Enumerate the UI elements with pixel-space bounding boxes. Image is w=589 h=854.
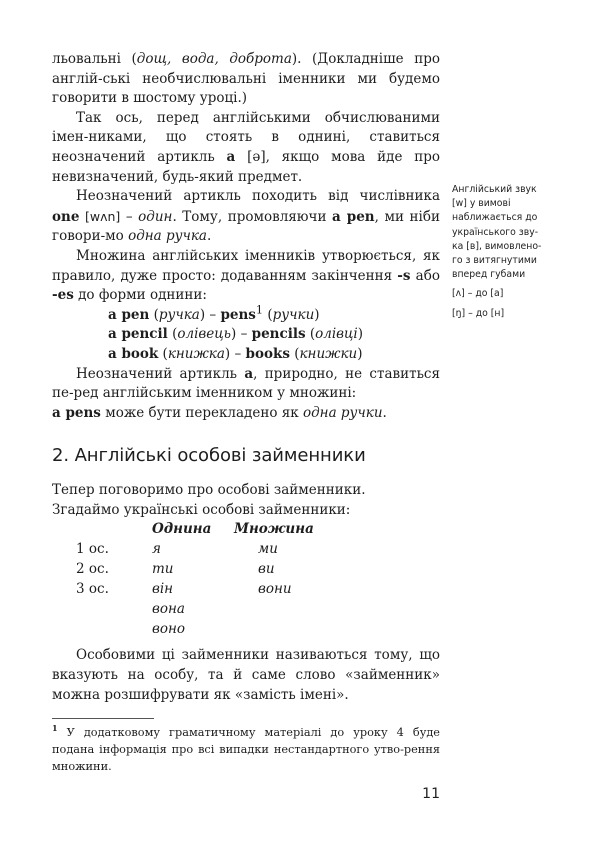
word-bold: one — [52, 208, 80, 225]
text: Неозначений артикль — [76, 365, 245, 382]
table-row — [52, 540, 440, 560]
footnote-mark: 1 — [52, 723, 58, 734]
paragraph-no-article-plural — [52, 365, 440, 404]
example-ua-plural: ручки — [272, 306, 315, 323]
cell-person: 3 ос. — [76, 581, 109, 598]
article-bold: a — [226, 148, 236, 165]
footnote — [52, 724, 440, 776]
example-plural: pens — [220, 306, 256, 323]
cell-singular: воно — [152, 621, 186, 638]
text: [ə], якщо мова йде про невизначений, будь-який предмет. — [52, 148, 440, 185]
translation-italic: одна ручка — [128, 228, 207, 245]
main-text-column — [52, 50, 440, 705]
cell-person: 1 ос. — [76, 541, 109, 558]
footnote-ref: 1 — [255, 303, 264, 317]
word-bold: a pen — [332, 208, 375, 225]
margin-note-text: [ʌ] – до [а] — [452, 288, 504, 300]
cell-plural: вони — [258, 581, 292, 598]
text: льовальні ( — [52, 51, 137, 67]
ending-bold: -es — [52, 287, 74, 304]
example-ua: ручка — [158, 306, 200, 323]
paragraph-numeral-one — [52, 187, 440, 247]
text: . Тому, промовляючи — [172, 208, 333, 225]
text: , природно, не ставиться пе-ред англійським іменником у множині: — [52, 365, 440, 402]
ending-bold: -s — [397, 267, 411, 284]
example-en: a pen — [108, 306, 150, 323]
cell-singular: я — [152, 541, 161, 558]
section-intro-line: Тепер поговоримо про особові займенники. — [52, 482, 366, 499]
text: може бути перекладено як — [100, 404, 303, 421]
translation-italic: один — [138, 208, 173, 225]
cell-plural: ви — [258, 561, 275, 578]
table-row — [52, 620, 440, 640]
transcription: [wʌn] — [84, 208, 121, 224]
section-intro-line: Згадаймо українські особові займенники: — [52, 501, 351, 518]
paragraph-uncountable — [52, 50, 440, 109]
word-bold: a pens — [52, 404, 101, 421]
margin-note-text: Англійський звук [w] у вимові наближається до українського зву-ка [в], вимовлено-го з витягнутими вперед губами — [452, 184, 542, 281]
example-plural: books — [245, 345, 290, 362]
paragraph-wrong-example — [52, 404, 440, 424]
margin-note — [452, 183, 548, 326]
text: – — [120, 208, 139, 225]
pronoun-table — [52, 520, 440, 640]
header-plural: Множина — [234, 521, 314, 538]
example-line: a pen (ручка) – pens$^1$ (ручки) — [108, 303, 320, 323]
text: до форми однини: — [73, 287, 207, 304]
footnote-divider — [52, 718, 154, 719]
text: Множина англійських іменників утворюється, як правило, дуже просто: додаванням закінчення — [52, 247, 440, 284]
cell-singular: ти — [152, 561, 174, 578]
paragraph-indefinite-article — [52, 109, 440, 187]
example-line: a book (книжка) – books (книжки) — [108, 345, 363, 362]
cell-person: 2 ос. — [76, 561, 109, 578]
table-row — [52, 580, 440, 600]
table-header — [52, 520, 440, 540]
example-line: a pencil (олівець) – pencils (олівці) — [108, 326, 364, 343]
paragraph-plural — [52, 247, 440, 306]
footnote-text: У додатковому граматичному матеріалі до уроку 4 буде подана інформація про всі випадки нестандартного утво-рення множини. — [52, 726, 440, 774]
example-ua-plural: олівці — [315, 326, 358, 343]
text: . — [206, 228, 212, 245]
margin-note-text: [ŋ] – до [н] — [452, 307, 505, 319]
example-ua: книжка — [167, 345, 225, 362]
text: Неозначений артикль походить від числівника — [76, 188, 440, 205]
example-italic: дощ, вода, доброта — [136, 51, 292, 67]
example-en: a book — [108, 345, 159, 362]
translation-italic: одна ручки — [303, 404, 383, 421]
cell-singular: вона — [152, 601, 185, 618]
page-number: 11 — [422, 786, 440, 802]
cell-plural: ми — [258, 541, 278, 558]
text: , ми ніби говори-мо — [52, 208, 440, 245]
text: або — [410, 267, 440, 284]
section-heading: 2. Англійські особові займенники — [52, 445, 366, 467]
example-plural: pencils — [251, 326, 306, 343]
article-bold: a — [244, 365, 254, 382]
example-ua: олівець — [177, 326, 232, 343]
header-singular: Однина — [152, 521, 212, 538]
example-en: a pencil — [108, 326, 168, 343]
table-row — [52, 560, 440, 580]
text: ). (Докладніше про англій-ські необчислювальні іменники ми будемо говорити в шостому уроці.) — [52, 51, 440, 107]
example-ua-plural: книжки — [299, 345, 358, 362]
paragraph-closing: Особовими ці займенники називаються тому, що вказують на особу, та й саме слово «займенник» можна розшифрувати як «замість імені». — [52, 647, 440, 703]
table-row — [52, 600, 440, 620]
cell-singular: він — [152, 581, 174, 598]
text: . — [382, 404, 387, 421]
text: Так ось, перед англійськими обчислюваними імен-никами, що стоять в однині, ставиться неозначений артикль — [52, 109, 440, 165]
